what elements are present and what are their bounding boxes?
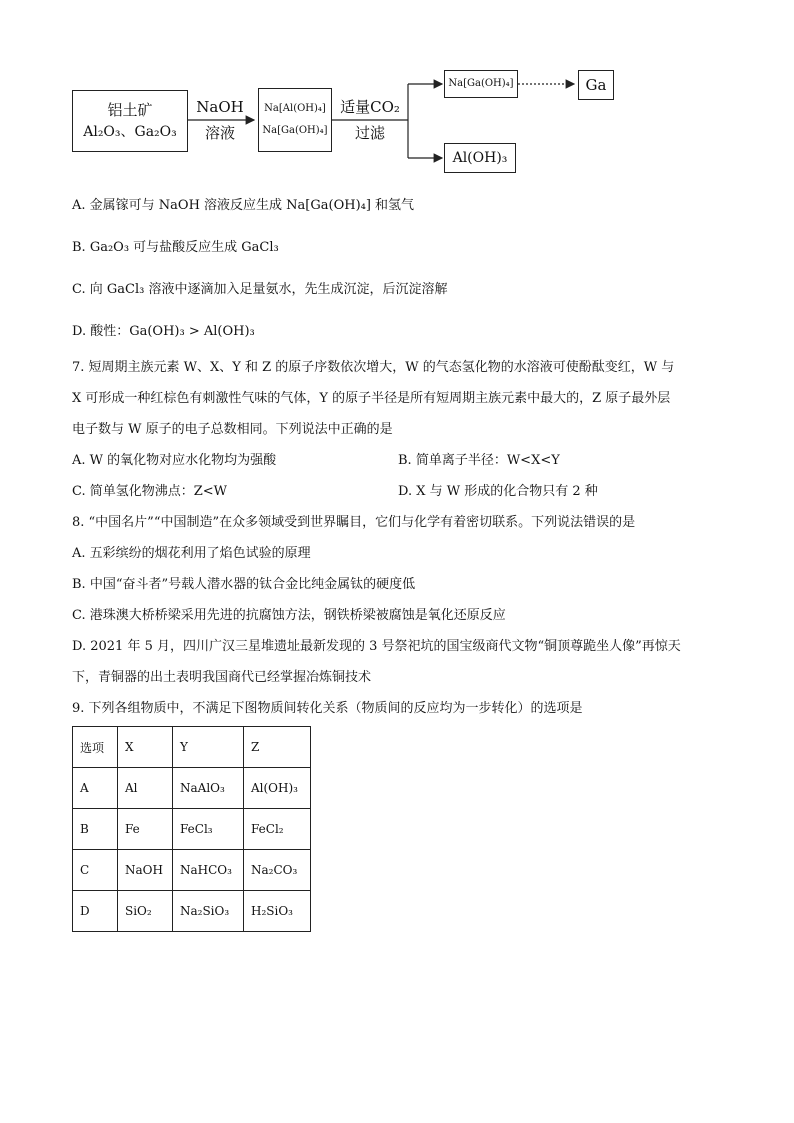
q8-option-d-2: 下，青铜器的出土表明我国商代已经掌握冶炼铜技术	[72, 670, 372, 685]
flow-diagram	[60, 60, 700, 180]
q7-option-b: B. 简单离子半径：W<X<Y	[398, 453, 560, 468]
table-cell: NaOH	[118, 850, 173, 891]
table-row	[73, 768, 311, 809]
q7-option-a: A. W 的氧化物对应水化物均为强酸	[72, 453, 277, 468]
ore-formula: Al₂O₃、Ga₂O₃	[83, 124, 177, 140]
intermediate-al: Na[Al(OH)₄]	[264, 103, 326, 114]
q8-option-b: B. 中国“奋斗者”号载人潜水器的钛合金比纯金属钛的硬度低	[72, 577, 416, 592]
table-header-row	[73, 727, 311, 768]
table-cell: A	[73, 768, 118, 809]
q7-stem-2: X 可形成一种红棕色有刺激性气味的气体，Y 的原子半径是所有短周期主族元素中最大的，Z 原子最外层	[72, 391, 671, 406]
lower-product: Al(OH)₃	[452, 150, 508, 166]
step1-reagent: NaOH	[196, 98, 244, 116]
table-header: 选项	[73, 727, 118, 768]
q8-stem: 8. “中国名片”“中国制造”在众多领域受到世界瞩目，它们与化学有着密切联系。下列说法错误的是	[72, 515, 636, 530]
step1-condition: 溶液	[204, 124, 235, 142]
upper-product-box	[444, 70, 518, 98]
table-cell: Fe	[118, 809, 173, 850]
table-cell: NaAlO₃	[173, 768, 244, 809]
table-cell: Al	[118, 768, 173, 809]
q8-option-c: C. 港珠澳大桥桥梁采用先进的抗腐蚀方法，钢铁桥梁被腐蚀是氧化还原反应	[72, 608, 506, 623]
q6-option-c: C. 向 GaCl₃ 溶液中逐滴加入足量氨水，先生成沉淀，后沉淀溶解	[72, 282, 448, 297]
table-row	[73, 891, 311, 932]
q7-stem-1: 7. 短周期主族元素 W、X、Y 和 Z 的原子序数依次增大，W 的气态氢化物的水溶液可使酚酞变红，W 与	[72, 360, 675, 375]
table-row	[73, 809, 311, 850]
upper-product: Na[Ga(OH)₄]	[448, 78, 514, 89]
table-cell: Na₂SiO₃	[173, 891, 244, 932]
table-cell: D	[73, 891, 118, 932]
table-cell: H₂SiO₃	[244, 891, 311, 932]
table-cell: NaHCO₃	[173, 850, 244, 891]
table-cell: Al(OH)₃	[244, 768, 311, 809]
intermediate-box	[258, 88, 332, 152]
table-row	[73, 850, 311, 891]
table-header: X	[118, 727, 173, 768]
q7-stem-3: 电子数与 W 原子的电子总数相同。下列说法中正确的是	[72, 422, 393, 437]
step2-condition: 过滤	[354, 124, 385, 142]
table-cell: B	[73, 809, 118, 850]
lower-product-box	[444, 143, 516, 173]
table-header: Z	[244, 727, 311, 768]
q7-option-d: D. X 与 W 形成的化合物只有 2 种	[398, 484, 598, 499]
q6-option-d: D. 酸性：Ga(OH)₃ > Al(OH)₃	[72, 324, 255, 339]
table-cell: FeCl₃	[173, 809, 244, 850]
ore-box	[72, 90, 188, 152]
q8-option-d-1: D. 2021 年 5 月，四川广汉三星堆遗址最新发现的 3 号祭祀坑的国宝级商代文物“铜顶尊跪坐人像”再惊天	[72, 639, 681, 654]
intermediate-ga: Na[Ga(OH)₄]	[262, 125, 328, 136]
q9-stem: 9. 下列各组物质中，不满足下图物质间转化关系（物质间的反应均为一步转化）的选项是	[72, 701, 583, 716]
q6-option-b: B. Ga₂O₃ 可与盐酸反应生成 GaCl₃	[72, 240, 279, 255]
q7-option-c: C. 简单氢化物沸点：Z<W	[72, 484, 228, 499]
table-cell: C	[73, 850, 118, 891]
q6-option-a: A. 金属镓可与 NaOH 溶液反应生成 Na[Ga(OH)₄] 和氢气	[72, 198, 415, 213]
ga-label: Ga	[585, 76, 607, 94]
table-cell: Na₂CO₃	[244, 850, 311, 891]
table-header: Y	[173, 727, 244, 768]
q9-table	[72, 726, 311, 932]
ore-name: 铝土矿	[107, 101, 153, 119]
q8-option-a: A. 五彩缤纷的烟花利用了焰色试验的原理	[72, 546, 311, 561]
step2-reagent: 适量CO₂	[340, 98, 400, 116]
ga-box	[578, 70, 614, 100]
table-cell: SiO₂	[118, 891, 173, 932]
table-cell: FeCl₂	[244, 809, 311, 850]
